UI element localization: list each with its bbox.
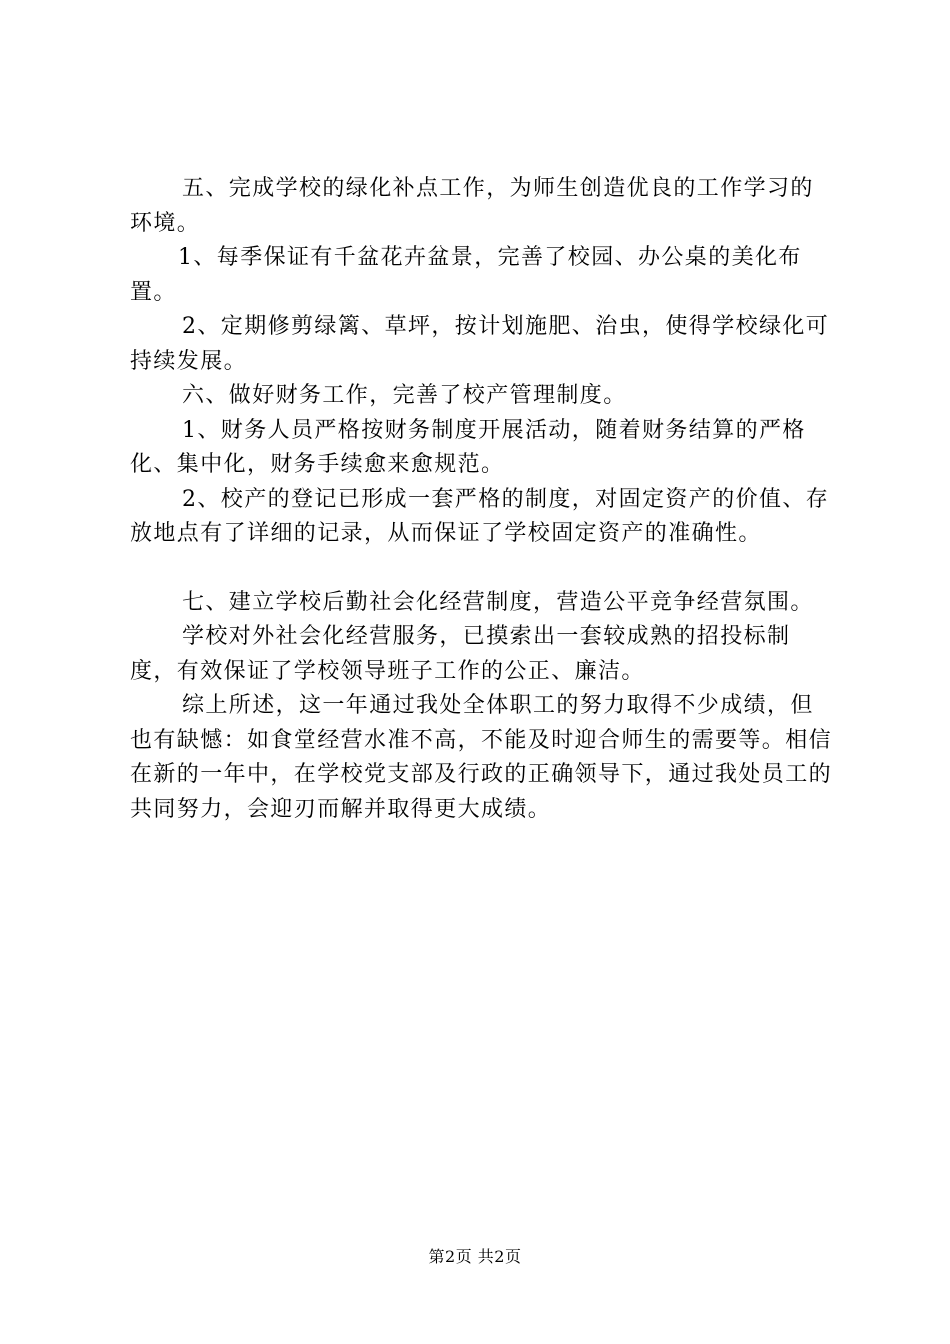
list-item-finance-2: 2、校产的登记已形成一套严格的制度，对固定资产的价值、存放地点有了详细的记录，从而保证了学校固定资产的准确性。 [130,486,830,546]
list-item-finance-1: 1、财务人员严格按财务制度开展活动，随着财务结算的严格化、集中化，财务手续愈来愈规范。 [130,417,806,477]
list-item-greening-2: 2、定期修剪绿篱、草坪，按计划施肥、治虫，使得学校绿化可持续发展。 [130,314,830,374]
section-heading-greening: 五、完成学校的绿化补点工作，为师生创造优良的工作学习的环境。 [130,176,814,236]
section-heading-finance: 六、做好财务工作，完善了校产管理制度。 [182,383,627,408]
paragraph-logistics: 学校对外社会化经营服务，已摸索出一套较成熟的招投标制度，有效保证了学校领导班子工作的公正、廉洁。 [130,624,791,684]
paragraph-summary: 综上所述，这一年通过我处全体职工的努力取得不少成绩，但也有缺憾：如食堂经营水准不高，不能及时迎合师生的需要等。相信在新的一年中，在学校党支部及行政的正确领导下，通过我处员工的共同努力，会迎刃而解并取得更大成绩。 [130,693,833,822]
list-item-greening-1: 1、每季保证有千盆花卉盆景，完善了校园、办公桌的美化布置。 [130,245,802,305]
page-number-footer: 第2页 共2页 [428,1247,522,1266]
document-body [130,172,835,827]
section-heading-logistics: 七、建立学校后勤社会化经营制度，营造公平竞争经营氛围。 [182,589,814,615]
